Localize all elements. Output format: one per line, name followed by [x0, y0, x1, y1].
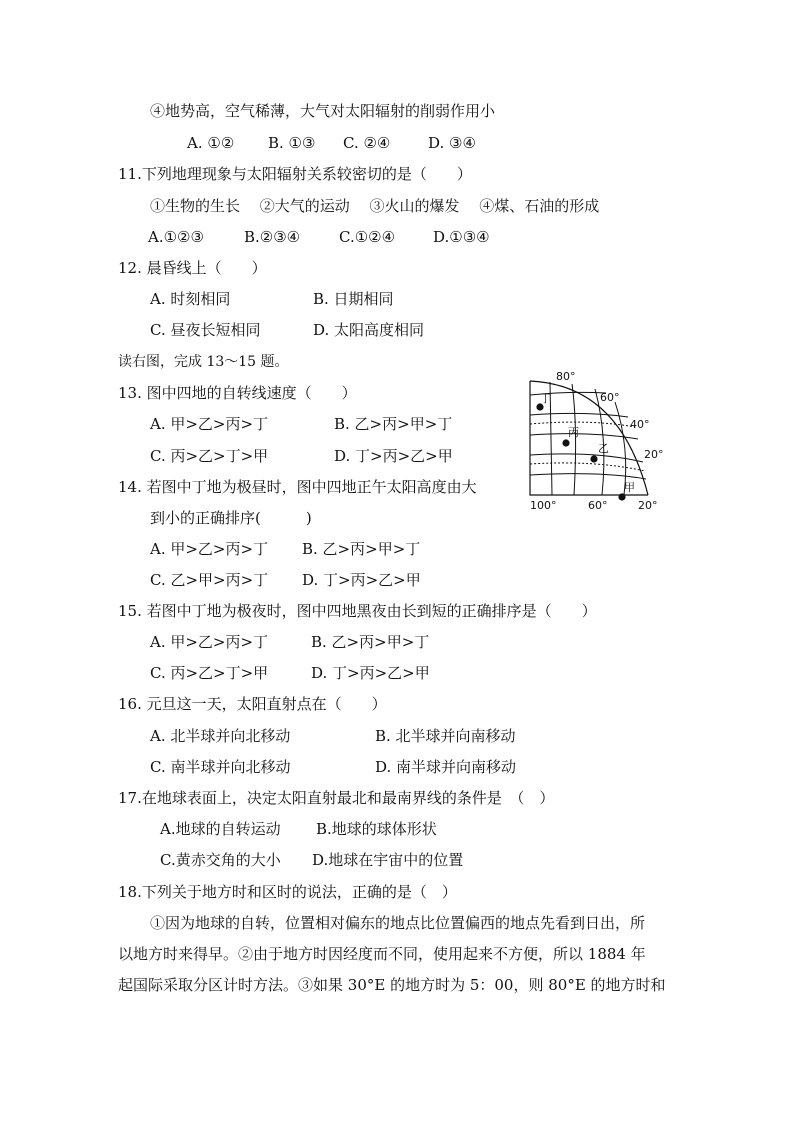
q11-stem: 11.下列地理现象与太阳辐射关系较密切的是（ ）	[118, 165, 472, 183]
q17-option-a: A.地球的自转运动	[160, 820, 281, 838]
q14-option-b: B. 乙>丙>甲>丁	[302, 540, 421, 558]
q10-option-d: D. ③④	[428, 134, 476, 152]
q18-paragraph-line-3: 起国际采取分区计时方法。③如果 30°E 的地方时为 5：00，则 80°E 的地方时和	[118, 976, 666, 994]
lon-label-100: 100°	[530, 499, 557, 512]
q17-option-c: C.黄赤交角的大小	[160, 851, 281, 869]
q11-option-a: A.①②③	[148, 228, 204, 246]
point-label-yi: 乙	[598, 442, 609, 455]
lat-label-60: 60°	[600, 391, 620, 404]
q15-option-b: B. 乙>丙>甲>丁	[311, 633, 430, 651]
q16-option-a: A. 北半球并向北移动	[150, 727, 291, 745]
q12-stem: 12. 晨昏线上（ ）	[118, 259, 267, 277]
q15-stem: 15. 若图中丁地为极夜时，图中四地黑夜由长到短的正确排序是（ ）	[118, 602, 597, 620]
lat-label-40: 40°	[630, 418, 650, 431]
q15-option-d: D. 丁>丙>乙>甲	[311, 664, 430, 682]
parallel-line	[530, 434, 638, 439]
q10-item-4: ④地势高，空气稀薄，大气对太阳辐射的削弱作用小	[150, 102, 496, 120]
point-bing	[562, 439, 569, 446]
q12-option-d: D. 太阳高度相同	[313, 321, 425, 339]
q16-option-c: C. 南半球并向北移动	[150, 758, 291, 776]
q14-stem-line-2: 到小的正确排序( )	[150, 509, 312, 527]
lat-label-80: 80°	[556, 370, 576, 383]
point-label-bing: 丙	[568, 426, 579, 439]
q16-option-b: B. 北半球并向南移动	[375, 727, 516, 745]
point-label-ding: 丁	[540, 392, 551, 405]
q15-option-c: C. 丙>乙>丁>甲	[150, 664, 269, 682]
q18-stem: 18.下列关于地方时和区时的说法，正确的是（ ）	[118, 883, 457, 901]
q13-option-c: C. 丙>乙>丁>甲	[150, 447, 269, 465]
q11-option-b: B.②③④	[244, 228, 301, 246]
q11-option-d: D.①③④	[433, 228, 490, 246]
q12-option-c: C. 昼夜长短相同	[150, 321, 261, 339]
q14-option-c: C. 乙>甲>丙>丁	[150, 571, 269, 589]
q14-option-a: A. 甲>乙>丙>丁	[150, 540, 269, 558]
q10-option-c: C. ②④	[343, 134, 391, 152]
q13-stem: 13. 图中四地的自转线速度（ ）	[118, 384, 357, 402]
parallel-line	[530, 413, 628, 417]
q17-option-b: B.地球的球体形状	[316, 820, 437, 838]
dotted-parallel-line	[530, 463, 645, 471]
q11-option-c: C.①②④	[339, 228, 396, 246]
q12-option-a: A. 时刻相同	[150, 290, 231, 308]
q12-option-b: B. 日期相同	[313, 290, 394, 308]
q18-paragraph-line-1: ①因为地球的自转，位置相对偏东的地点比位置偏西的地点先看到日出，所	[150, 914, 646, 932]
meridian-line	[572, 384, 576, 495]
parallel-line	[530, 474, 646, 479]
q13-option-b: B. 乙>丙>甲>丁	[334, 415, 453, 433]
q11-items: ①生物的生长 ②大气的运动 ③火山的爆发 ④煤、石油的形成	[150, 197, 600, 215]
graticule-diagram	[510, 367, 680, 517]
q16-stem: 16. 元旦这一天，太阳直射点在（ ）	[118, 695, 387, 713]
lon-label-60: 60°	[588, 499, 608, 512]
q13-option-a: A. 甲>乙>丙>丁	[150, 415, 269, 433]
q14-stem-line-1: 14. 若图中丁地为极昼时，图中四地正午太阳高度由大	[118, 478, 477, 496]
q16-option-d: D. 南半球并向南移动	[375, 758, 517, 776]
point-label-jia: 甲	[624, 481, 635, 494]
q14-option-d: D. 丁>丙>乙>甲	[302, 571, 421, 589]
q13-option-d: D. 丁>丙>乙>甲	[334, 447, 453, 465]
lat-label-20: 20°	[644, 448, 664, 461]
point-yi	[590, 455, 597, 462]
lon-label-20: 20°	[638, 499, 658, 512]
q17-option-d: D.地球在宇宙中的位置	[312, 851, 464, 869]
point-jia	[618, 493, 625, 500]
instruction: 读右图，完成 13～15 题。	[118, 354, 289, 370]
q10-option-a: A. ①②	[187, 134, 235, 152]
q10-option-b: B. ①③	[268, 134, 316, 152]
q15-option-a: A. 甲>乙>丙>丁	[150, 633, 269, 651]
dotted-parallel-line	[530, 422, 635, 427]
q18-paragraph-line-2: 以地方时来得早。②由于地方时因经度而不同，使用起来不方便，所以 1884 年	[118, 945, 646, 963]
q17-stem: 17.在地球表面上，决定太阳直射最北和最南界线的条件是 （ ）	[118, 789, 555, 807]
